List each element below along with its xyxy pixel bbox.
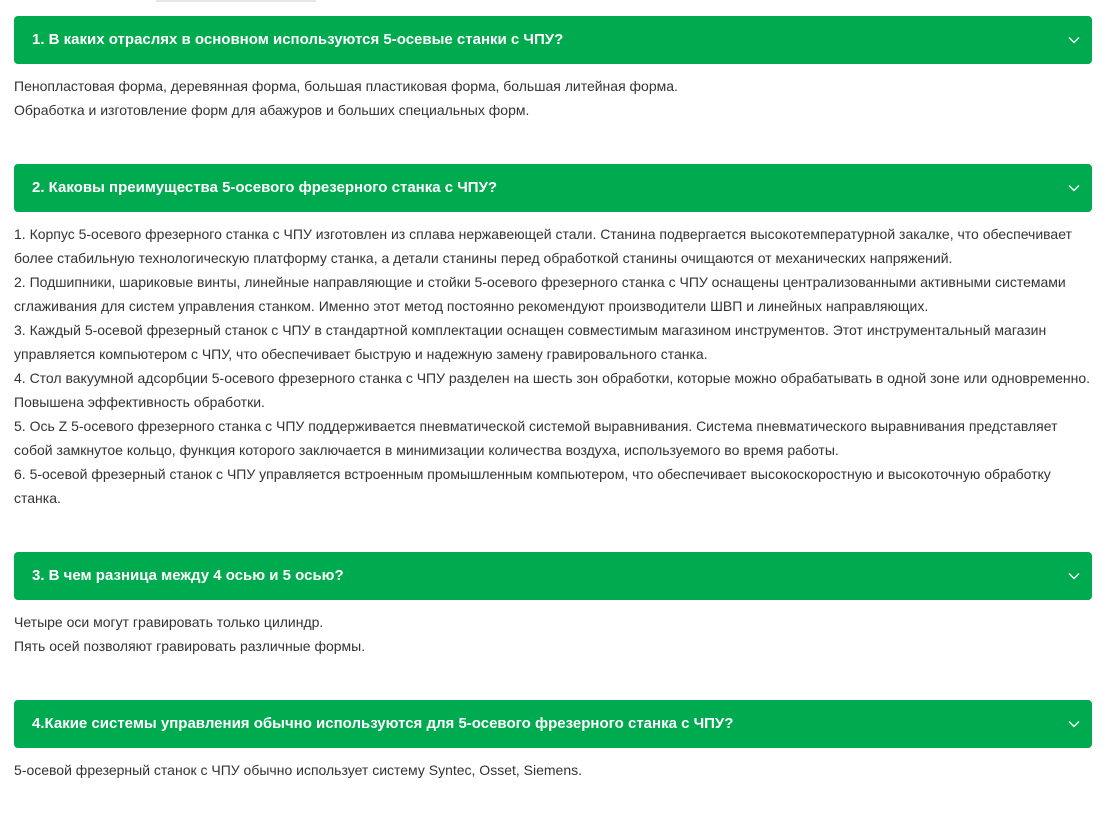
faq-answer-3 <box>14 600 1092 658</box>
answer-line: 6. 5-осевой фрезерный станок с ЧПУ управляется встроенным промышленным компьютером, что обеспечивает высокоскоростную и высокоточную обработку станка. <box>14 466 1051 506</box>
answer-line: Четыре оси могут гравировать только цилиндр. <box>14 614 324 630</box>
answer-line: 2. Подшипники, шариковые винты, линейные направляющие и стойки 5-осевого фрезерного станка с ЧПУ оснащены централизованными активными системами сглаживания для систем управления станком. Именно этот метод постоянно рекомендуют производители ШВП и линейных направляющих. <box>14 274 1066 314</box>
answer-line: 5-осевой фрезерный станок с ЧПУ обычно использует систему Syntec, Osset, Siemens. <box>14 762 583 778</box>
faq-question-4: 4.Какие системы управления обычно используются для 5-осевого фрезерного станка с ЧПУ? <box>32 715 734 732</box>
faq-question-header-2[interactable] <box>14 164 1092 212</box>
faq-item-4 <box>14 700 1092 782</box>
chevron-down-icon[interactable] <box>1068 570 1080 582</box>
faq-question-header-4[interactable] <box>14 700 1092 748</box>
faq-answer-1 <box>14 64 1092 122</box>
faq-question-header-3[interactable] <box>14 552 1092 600</box>
answer-line: Обработка и изготовление форм для абажуров и больших специальных форм. <box>14 102 530 118</box>
faq-question-3: 3. В чем разница между 4 осью и 5 осью? <box>32 567 344 584</box>
chevron-down-icon[interactable] <box>1068 34 1080 46</box>
answer-line: Пенопластовая форма, деревянная форма, большая пластиковая форма, большая литейная форма. <box>14 78 678 94</box>
chevron-down-icon[interactable] <box>1068 718 1080 730</box>
answer-line: 5. Ось Z 5-осевого фрезерного станка с ЧПУ поддерживается пневматической системой выравнивания. Система пневматического выравнивания представляет собой замкнутое кольцо, функция которого заключается в минимизации количества воздуха, используемого во время работы. <box>14 418 1058 458</box>
answer-line: 1. Корпус 5-осевого фрезерного станка с ЧПУ изготовлен из сплава нержавеющей стали. Станина подвергается высокотемпературной закалке, что обеспечивает более стабильную технологическую платформу станка, а детали станины перед обработкой станины очищаются от механических напряжений. <box>14 226 1072 266</box>
faq-item-1 <box>14 16 1092 164</box>
faq-answer-2 <box>14 212 1092 510</box>
answer-line: 3. Каждый 5-осевой фрезерный станок с ЧПУ в стандартной комплектации оснащен совместимым магазином инструментов. Этот инструментальный магазин управляется компьютером с ЧПУ, что обеспечивает быструю и надежную замену гравировального станка. <box>14 322 1047 362</box>
faq-question-2: 2. Каковы преимущества 5-осевого фрезерного станка с ЧПУ? <box>32 179 498 196</box>
faq-accordion <box>14 16 1092 782</box>
answer-line: Пять осей позволяют гравировать различные формы. <box>14 638 366 654</box>
faq-item-3 <box>14 552 1092 700</box>
faq-item-2 <box>14 164 1092 552</box>
answer-line: 4. Стол вакуумной адсорбции 5-осевого фрезерного станка с ЧПУ разделен на шесть зон обработки, которые можно обрабатывать в одной зоне или одновременно. Повышена эффективность обработки. <box>14 370 1090 410</box>
chevron-down-icon[interactable] <box>1068 182 1080 194</box>
faq-question-1: 1. В каких отраслях в основном используются 5-осевые станки с ЧПУ? <box>32 31 564 48</box>
faq-question-header-1[interactable] <box>14 16 1092 64</box>
top-divider <box>156 0 316 2</box>
faq-answer-4 <box>14 748 1092 782</box>
